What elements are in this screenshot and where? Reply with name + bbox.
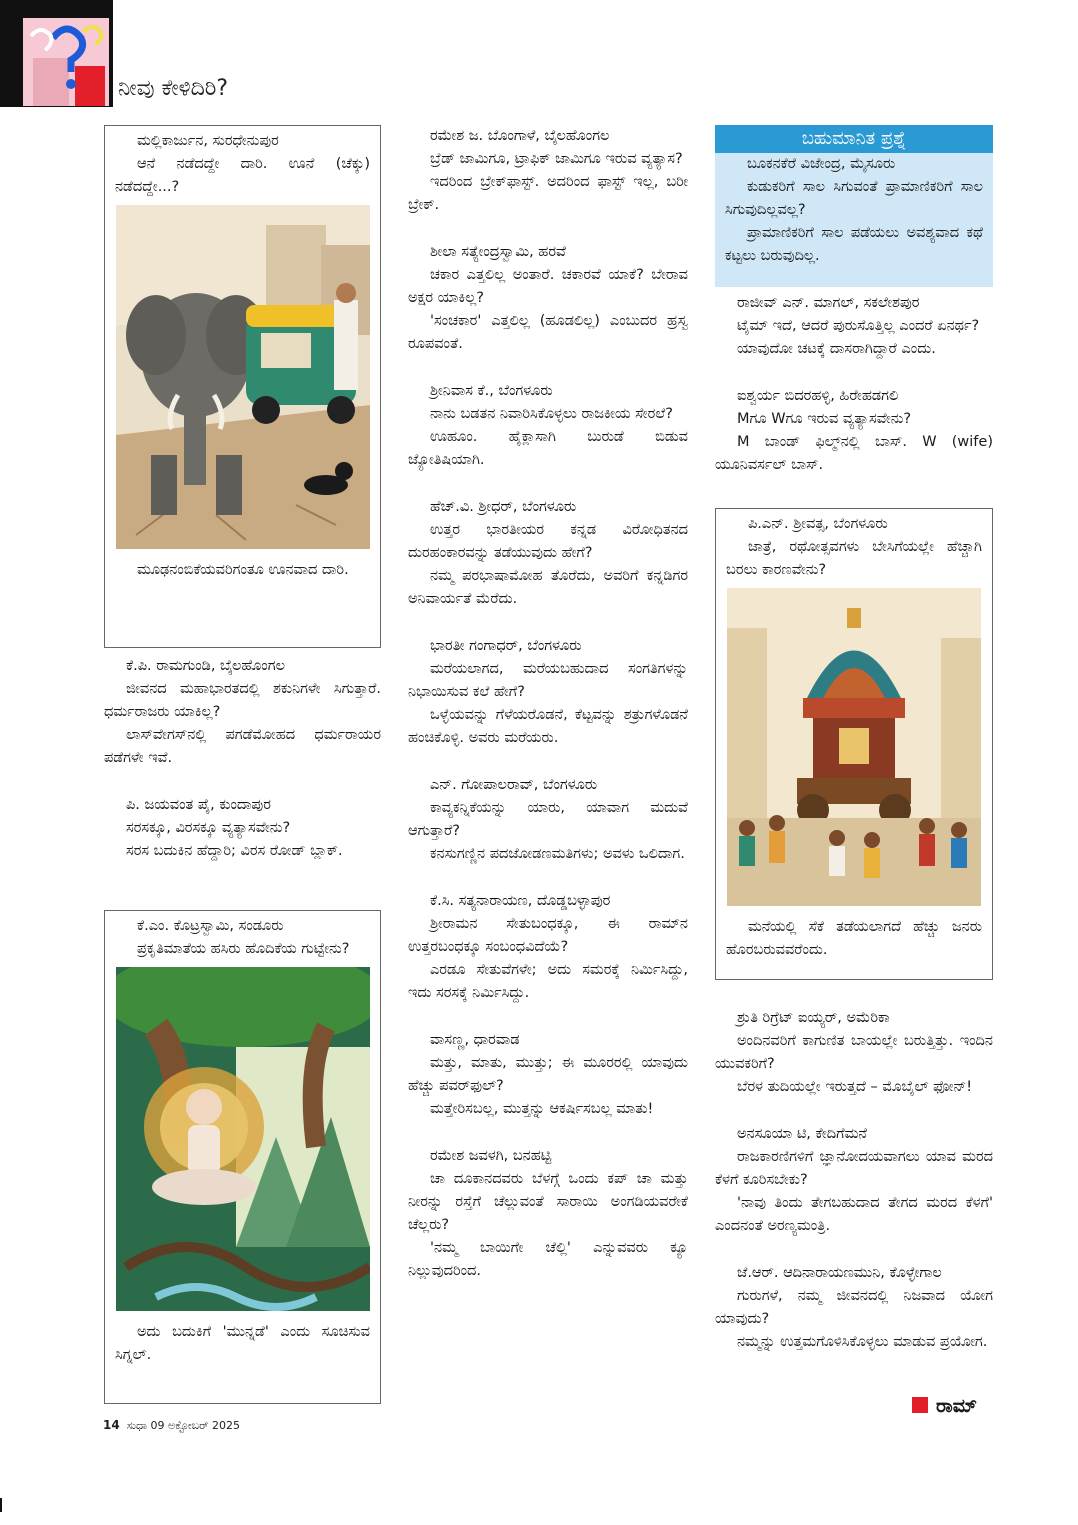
page-footer <box>103 1418 240 1433</box>
qa-item <box>104 794 381 863</box>
column-2-list <box>408 125 688 1307</box>
qa-author: ಪಿ.ಎನ್. ಶ್ರೀವತ್ಸ, ಬೆಂಗಳೂರು <box>748 516 888 532</box>
qa-question: ಜೀವನದ ಮಹಾಭಾರತದಲ್ಲಿ ಶಕುನಿಗಳೇ ಸಿಗುತ್ತಾರೆ. ಧರ್ಮರಾಜರು ಯಾಕಿಲ್ಲ? <box>104 681 381 720</box>
qa-answer: ಕನಸುಗಣ್ಣಿನ ಪದಜೋಡಣಮತಿಗಳು; ಅವಳು ಒಲಿದಾಗ. <box>430 846 685 862</box>
qa-author: ಜೆ.ಆರ್. ಆದಿನಾರಾಯಣಮುನಿ, ಕೊಳ್ಳೇಗಾಲ <box>737 1265 942 1281</box>
qa-question: ಜಾತ್ರೆ, ರಥೋತ್ಸವಗಳು ಬೇಸಿಗೆಯಲ್ಲೇ ಹೆಚ್ಚಾಗಿ ಬರಲು ಕಾರಣವೇನು? <box>726 539 982 578</box>
qa-author: ಮಲ್ಲಿಕಾರ್ಜುನ, ಸುರಧೇನುಪುರ <box>137 133 279 149</box>
nature-goddess-illustration <box>116 967 370 1311</box>
qa-author: ರಮೇಶ ಜ. ಬೊಂಗಾಳೆ, ಬೈಲಹೊಂಗಲ <box>430 128 610 144</box>
qa-author: ವಾಸಣ್ಣ, ಧಾರವಾಡ <box>430 1032 520 1048</box>
qa-answer: ನಮ್ಮ ಪರಭಾಷಾಮೋಹ ತೊರೆದು, ಅವರಿಗೆ ಕನ್ನಡಿಗರ ಅನಿವಾರ್ಯತೆ ಮೆರೆದು. <box>408 568 688 607</box>
qa-answer: ಅದು ಬದುಕಿಗೆ 'ಮುನ್ನಡೆ' ಎಂದು ಸೂಚಿಸುವ ಸಿಗ್ನಲ್. <box>115 1324 370 1363</box>
qa-author: ಭಾರತೀ ಗಂಗಾಧರ್, ಬೆಂಗಳೂರು <box>430 638 582 654</box>
qa-author: ಶ್ರೀನಿವಾಸ ಕೆ., ಬೆಂಗಳೂರು <box>430 383 553 399</box>
qa-item <box>408 125 688 217</box>
qa-author: ಶ್ರುತಿ ರಿಗ್ರೆಟ್ ಐಯ್ಯರ್, ಅಮೆರಿಕಾ <box>737 1010 890 1026</box>
magazine-name: ಸುಧಾ <box>126 1419 148 1432</box>
author-signature <box>912 1395 977 1417</box>
qa-item <box>408 496 688 611</box>
qa-answer: ಇದರಿಂದ ಬ್ರೇಕ್‌ಫಾಸ್ಟ್. ಅದರಿಂದ ಫಾಸ್ಟ್ ಇಲ್ಲ, ಬರೀ ಬ್ರೇಕ್. <box>408 174 688 213</box>
qa-answer: M ಬಾಂಡ್ ಫಿಲ್ಮ್‌ನಲ್ಲಿ ಬಾಸ್. W (wife) ಯೂನಿವರ್ಸಲ್ ಬಾಸ್. <box>715 434 993 473</box>
qa-question: ನಾನು ಬಡತನ ನಿವಾರಿಸಿಕೊಳ್ಳಲು ರಾಜಕೀಯ ಸೇರಲೆ? <box>430 406 673 422</box>
prize-question-box <box>715 125 993 287</box>
qa-author: ರಮೇಶ ಜವಳಗಿ, ಬನಹಟ್ಟಿ <box>430 1148 552 1164</box>
qa-answer: ಮೂಢನಂಬಿಕೆಯವರಿಗಂತೂ ಊನವಾದ ದಾರಿ. <box>137 562 349 578</box>
qa-author: ಕೆ.ಸಿ. ಸತ್ಯನಾರಾಯಣ, ದೊಡ್ಡಬಳ್ಳಾಪುರ <box>430 893 611 909</box>
signature-square-icon <box>912 1397 928 1413</box>
qa-answer: ಒಳ್ಳೆಯವನ್ನು ಗೆಳೆಯರೊಡನೆ, ಕೆಟ್ಟವನ್ನು ಶತ್ರುಗಳೊಡನೆ ಹಂಚಿಕೊಳ್ಳಿ. ಅವರು ಮರೆಯರು. <box>408 707 688 746</box>
qa-question: ರಾಜಕಾರಣಿಗಳಿಗೆ ಜ್ಞಾನೋದಯವಾಗಲು ಯಾವ ಮರದ ಕೆಳಗೆ ಕೂರಿಸಬೇಕು? <box>715 1149 993 1188</box>
prize-heading: ಬಹುಮಾನಿತ ಪ್ರಶ್ನೆ <box>715 125 993 153</box>
column-3-list-a <box>715 292 993 501</box>
issue-date: 09 ಅಕ್ಟೋಬರ್ 2025 <box>150 1419 240 1432</box>
qa-question: ಶ್ರೀರಾಮನ ಸೇತುಬಂಧಕ್ಕೂ, ಈ ರಾಮ್‌ನ ಉತ್ತರಬಂಧಕ್ಕೂ ಸಂಬಂಧವಿದೆಯೆ? <box>408 916 688 955</box>
page-number: 14 <box>103 1418 120 1432</box>
qa-item <box>408 1029 688 1121</box>
qa-author: ಶೀಲಾ ಸತ್ಯೇಂದ್ರಸ್ವಾಮಿ, ಹರವೆ <box>430 244 566 260</box>
qa-answer: 'ನಾವು ತಿಂದು ತೇಗಬಹುದಾದ ತೇಗದ ಮರದ ಕೆಳಗೆ' ಎಂದನಂತೆ ಅರಣ್ಯಮಂತ್ರಿ. <box>715 1195 993 1234</box>
qa-author: ಪಿ. ಜಯವಂತ ಪೈ, ಕುಂದಾಪುರ <box>126 797 271 813</box>
qa-item <box>715 385 993 477</box>
qa-author: ಕೆ.ಎಂ. ಕೊಟ್ರಸ್ವಾಮಿ, ಸಂಡೂರು <box>137 918 284 934</box>
qa-item <box>408 380 688 472</box>
qa-item <box>408 774 688 866</box>
column-1-list <box>104 655 381 887</box>
qa-author: ಎನ್. ಗೋಪಾಲರಾವ್, ಬೆಂಗಳೂರು <box>430 777 598 793</box>
qa-item <box>408 890 688 1005</box>
qa-item <box>408 1145 688 1283</box>
qa-question: ಮತ್ತು, ಮಾತು, ಮುತ್ತು; ಈ ಮೂರರಲ್ಲಿ ಯಾವುದು ಹೆಚ್ಚು ಪವರ್‌ಫುಲ್? <box>408 1055 688 1094</box>
qa-question: ಪ್ರಕೃತಿಮಾತೆಯ ಹಸಿರು ಹೊದಿಕೆಯ ಗುಟ್ಟೇನು? <box>137 941 350 957</box>
qa-answer: ಎರಡೂ ಸೇತುವೆಗಳೇ; ಅದು ಸಮರಕ್ಕೆ ನಿರ್ಮಿಸಿದ್ದು, ಇದು ಸರಸಕ್ಕೆ ನಿರ್ಮಿಸಿದ್ದು. <box>408 962 688 1001</box>
qa-question: ಆನೆ ನಡೆದದ್ದೇ ದಾರಿ. ಊನೆ (ಚೆಕ್ಕು) ನಡೆದದ್ದೇ...? <box>115 156 370 195</box>
qa-answer: ಲಾಸ್‌ವೇಗಸ್‌ನಲ್ಲಿ ಪಗಡೆಮೋಹದ ಧರ್ಮರಾಯರ ಪಡೆಗಳೇ ಇವೆ. <box>104 727 381 766</box>
qa-question: ಗುರುಗಳೆ, ನಮ್ಮ ಜೀವನದಲ್ಲಿ ನಿಜವಾದ ಯೋಗ ಯಾವುದು? <box>715 1288 993 1327</box>
qa-answer: ಮನೆಯಲ್ಲಿ ಸೆಕೆ ತಡೆಯಲಾಗದೆ ಹೆಚ್ಚು ಜನರು ಹೊರಬರುವವರೆಂದು. <box>726 919 982 958</box>
qa-item <box>715 1007 993 1099</box>
featured-qa-box-3 <box>715 508 993 980</box>
qa-question: ಉತ್ತರ ಭಾರತೀಯರ ಕನ್ನಡ ವಿರೋಧಿತನದ ದುರಹಂಕಾರವನ್ನು ತಡೆಯುವುದು ಹೇಗೆ? <box>408 522 688 561</box>
qa-answer: ಬೆರಳ ತುದಿಯಲ್ಲೇ ಇರುತ್ತದೆ – ಮೊಬೈಲ್ ಫೋನ್! <box>737 1079 973 1095</box>
signature-text: ರಾಮ್ <box>936 1395 977 1417</box>
qa-question: ಕಾವ್ಯಕನ್ನಿಕೆಯನ್ನು ಯಾರು, ಯಾವಾಗ ಮದುವೆ ಆಗುತ್ತಾರೆ? <box>408 800 688 839</box>
qa-question: ಕುಡುಕರಿಗೆ ಸಾಲ ಸಿಗುವಂತೆ ಪ್ರಾಮಾಣಿಕರಿಗೆ ಸಾಲ ಸಿಗುವುದಿಲ್ಲವಲ್ಲ? <box>725 179 983 218</box>
qa-item <box>715 292 993 361</box>
qa-author: ಐಶ್ವರ್ಯ ಬಿದರಹಳ್ಳಿ, ಹಿರೇಹಡಗಲಿ <box>737 388 899 404</box>
featured-qa-box-1 <box>104 125 381 648</box>
qa-author: ಹೆಚ್.ವಿ. ಶ್ರೀಧರ್, ಬೆಂಗಳೂರು <box>430 499 577 515</box>
qa-answer: ನಮ್ಮನ್ನು ಉತ್ತಮಗೊಳಿಸಿಕೊಳ್ಳಲು ಮಾಡುವ ಪ್ರಯೋಗ. <box>737 1334 988 1350</box>
featured-qa-box-2 <box>104 910 381 1404</box>
qa-answer: ಊಹೂಂ. ಹೈಕ್ಲಾಸಾಗಿ ಬುರುಡೆ ಬಿಡುವ ಜ್ಯೋತಿಷಿಯಾಗಿ. <box>408 429 688 468</box>
section-title: ನೀವು ಕೇಳಿದಿರಿ? <box>118 76 229 101</box>
qa-author: ಬೂಕನಕೆರೆ ವಿಜೇಂದ್ರ, ಮೈಸೂರು <box>747 156 896 172</box>
qa-question: ಟೈಮ್ ಇದೆ, ಆದರೆ ಪುರುಸೊತ್ತಿಲ್ಲ ಎಂದರೆ ಏನರ್ಥ? <box>737 318 980 334</box>
qa-answer: ಪ್ರಾಮಾಣಿಕರಿಗೆ ಸಾಲ ಪಡೆಯಲು ಅವಶ್ಯವಾದ ಕಥೆ ಕಟ್ಟಲು ಬರುವುದಿಲ್ಲ. <box>725 225 983 264</box>
column-3-list-b <box>715 1007 993 1378</box>
qa-question: ಬ್ರೆಡ್ ಜಾಮಿಗೂ, ಟ್ರಾಫಿಕ್ ಜಾಮಿಗೂ ಇರುವ ವ್ಯತ್ಯಾಸ? <box>430 151 683 167</box>
qa-answer: 'ನಮ್ಮ ಬಾಯಿಗೇ ಚೆಲ್ಲಿ' ಎನ್ನುವವರು ಕ್ಯೂ ನಿಲ್ಲುವುದರಿಂದ. <box>408 1240 688 1279</box>
qa-author: ರಾಜೀವ್ ಎನ್. ಮಾಗಲ್, ಸಕಲೇಶಪುರ <box>737 295 920 311</box>
qa-question: ಸರಸಕ್ಕೂ, ವಿರಸಕ್ಕೂ ವ್ಯತ್ಯಾಸವೇನು? <box>126 820 291 836</box>
qa-question: ಚಾ ದೂಕಾನದವರು ಬೆಳಗ್ಗೆ ಒಂದು ಕಪ್ ಚಾ ಮತ್ತು ನೀರನ್ನು ರಸ್ತೆಗೆ ಚೆಲ್ಲುವಂತೆ ಸಾರಾಯಿ ಅಂಗಡಿಯವರೇಕೆ ಚೆಲ್ಲರು? <box>408 1171 688 1233</box>
qa-question: ಮರೆಯಲಾಗದ, ಮರೆಯಬಹುದಾದ ಸಂಗತಿಗಳನ್ನು ನಿಭಾಯಿಸುವ ಕಲೆ ಹೇಗೆ? <box>408 661 688 700</box>
qa-item <box>408 241 688 356</box>
crop-mark <box>0 1498 2 1512</box>
qa-question: Mಗೂ Wಗೂ ಇರುವ ವ್ಯತ್ಯಾಸವೇನು? <box>737 411 912 427</box>
qa-item <box>408 635 688 750</box>
qa-item <box>715 1123 993 1238</box>
chariot-festival-illustration <box>727 588 981 906</box>
qa-question: ಅಂದಿನವರಿಗೆ ಕಾಗುಣಿತ ಬಾಯಲ್ಲೇ ಬರುತ್ತಿತ್ತು. ಇಂದಿನ ಯುವಕರಿಗೆ? <box>715 1033 993 1072</box>
qa-answer: ಸರಸ ಬದುಕಿನ ಹೆದ್ದಾರಿ; ವಿರಸ ರೋಡ್ ಬ್ಲಾಕ್. <box>126 843 343 859</box>
qa-answer: 'ಸಂಚಕಾರ' ಎತ್ತಲಿಲ್ಲ (ಹೂಡಲಿಲ್ಲ) ಎಂಬುದರ ಹ್ರಸ್ವ ರೂಪವಂತೆ. <box>408 313 688 352</box>
qa-author: ಅನಸೂಯಾ ಟಿ, ಕೇದಿಗೆಮನೆ <box>737 1126 868 1142</box>
qa-item <box>715 1262 993 1354</box>
elephant-street-illustration <box>116 205 370 549</box>
qa-answer: ಮತ್ತೇರಿಸಬಲ್ಲ, ಮುತ್ತನ್ನು ಆಕರ್ಷಿಸಬಲ್ಲ ಮಾತು! <box>430 1101 654 1117</box>
qa-item <box>104 655 381 770</box>
qa-author: ಕೆ.ಪಿ. ರಾಮಗುಂಡಿ, ಬೈಲಹೊಂಗಲ <box>126 658 285 674</box>
question-mark-logo-icon <box>23 18 109 106</box>
qa-answer: ಯಾವುದೋ ಚಟಕ್ಕೆ ದಾಸರಾಗಿದ್ದಾರೆ ಎಂದು. <box>737 341 936 357</box>
qa-question: ಚಕಾರ ಎತ್ತಲಿಲ್ಲ ಅಂತಾರೆ. ಚಕಾರವೆ ಯಾಕೆ? ಬೇರಾವ ಅಕ್ಷರ ಯಾಕಿಲ್ಲ? <box>408 267 688 306</box>
